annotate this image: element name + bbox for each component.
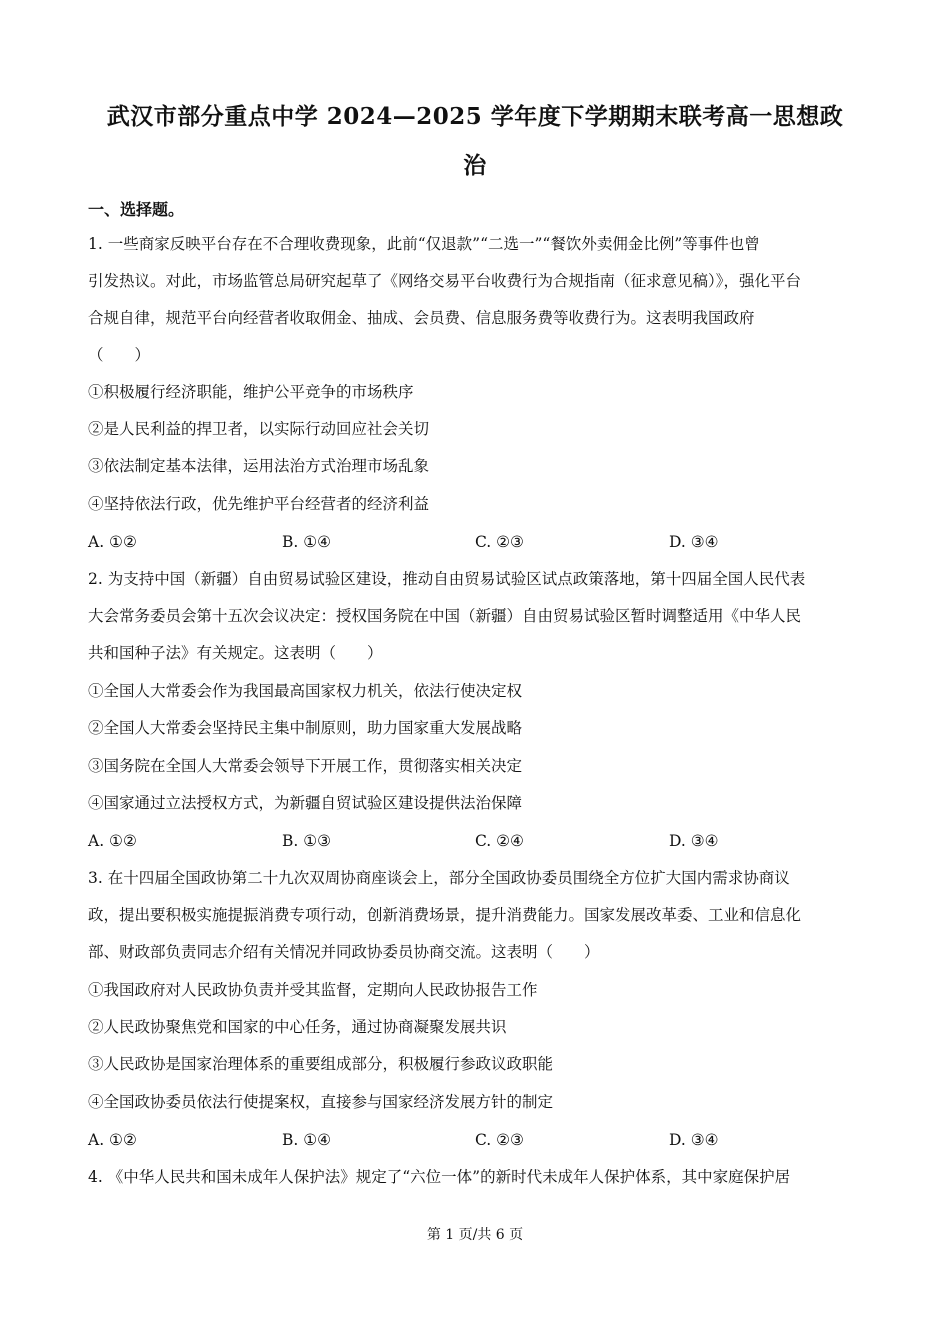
option-d: D. ③④ [669,832,719,850]
option-a: A. ①② [88,533,137,551]
question-2-statement-1: ①全国人大常委会作为我国最高国家权力机关，依法行使决定权 [88,682,523,700]
question-3-statement-2: ②人民政协聚焦党和国家的中心任务，通过协商凝聚发展共识 [88,1018,507,1036]
option-b: B. ①④ [282,1131,332,1149]
question-1-statement-3: ③依法制定基本法律，运用法治方式治理市场乱象 [88,457,430,475]
option-d: D. ③④ [669,1131,719,1149]
question-2-line-3: 共和国种子法》有关规定。这表明（ ） [88,644,383,662]
exam-title-line-1: 武汉市部分重点中学 2024—2025 学年度下学期期末联考高一思想政 [106,103,844,130]
option-c: C. ②④ [475,832,524,850]
option-b: B. ①④ [282,533,332,551]
question-3-options [88,1129,868,1151]
question-3-line-1: 3. 在十四届全国政协第二十九次双周协商座谈会上，部分全国政协委员围绕全方位扩大国内需求协商议 [88,869,790,887]
question-2-statement-3: ③国务院在全国人大常委会领导下开展工作，贯彻落实相关决定 [88,757,523,775]
question-1-statement-2: ②是人民利益的捍卫者，以实际行动回应社会关切 [88,420,430,438]
question-1-statement-1: ①积极履行经济职能，维护公平竞争的市场秩序 [88,383,414,401]
question-3-statement-1: ①我国政府对人民政协负责并受其监督，定期向人民政协报告工作 [88,981,538,999]
question-3-line-2: 政，提出要积极实施提振消费专项行动，创新消费场景，提升消费能力。国家发展改革委、工业和信息化 [88,906,802,924]
question-1-answer-blank: （ ） [88,346,151,364]
question-3-line-3: 部、财政部负责同志介绍有关情况并同政协委员协商交流。这表明（ ） [88,943,600,961]
question-4-line-1: 4. 《中华人民共和国未成年人保护法》规定了“六位一体”的新时代未成年人保护体系，其中家庭保护居 [88,1168,791,1186]
section-heading: 一、选择题。 [88,200,185,219]
question-1-line-1: 1. 一些商家反映平台存在不合理收费现象，此前“仅退款”“二选一”“餐饮外卖佣金比例”等事件也曾 [88,235,760,253]
question-2-options [88,830,868,852]
exam-title-line-2: 治 [463,152,487,179]
question-1-statement-4: ④坚持依法行政，优先维护平台经营者的经济利益 [88,495,430,513]
option-c: C. ②③ [475,533,524,551]
question-2-line-1: 2. 为支持中国（新疆）自由贸易试验区建设，推动自由贸易试验区试点政策落地，第十四届全国人民代表 [88,570,806,588]
question-3-statement-3: ③人民政协是国家治理体系的重要组成部分，积极履行参政议政职能 [88,1055,554,1073]
question-2-line-2: 大会常务委员会第十五次会议决定：授权国务院在中国（新疆）自由贸易试验区暂时调整适用《中华人民 [88,607,802,625]
option-b: B. ①③ [282,832,332,850]
option-a: A. ①② [88,832,137,850]
question-3-statement-4: ④全国政协委员依法行使提案权，直接参与国家经济发展方针的制定 [88,1093,554,1111]
option-d: D. ③④ [669,533,719,551]
question-1-line-2: 引发热议。对此，市场监管总局研究起草了《网络交易平台收费行为合规指南（征求意见稿）》，强化平台 [88,272,802,290]
question-1-options [88,531,868,553]
option-c: C. ②③ [475,1131,524,1149]
question-2-statement-4: ④国家通过立法授权方式，为新疆自贸试验区建设提供法治保障 [88,794,523,812]
option-a: A. ①② [88,1131,137,1149]
question-1-line-3: 合规自律，规范平台向经营者收取佣金、抽成、会员费、信息服务费等收费行为。这表明我国政府 [88,309,755,327]
page-footer: 第 1 页/共 6 页 [426,1227,524,1243]
question-2-statement-2: ②全国人大常委会坚持民主集中制原则，助力国家重大发展战略 [88,719,523,737]
